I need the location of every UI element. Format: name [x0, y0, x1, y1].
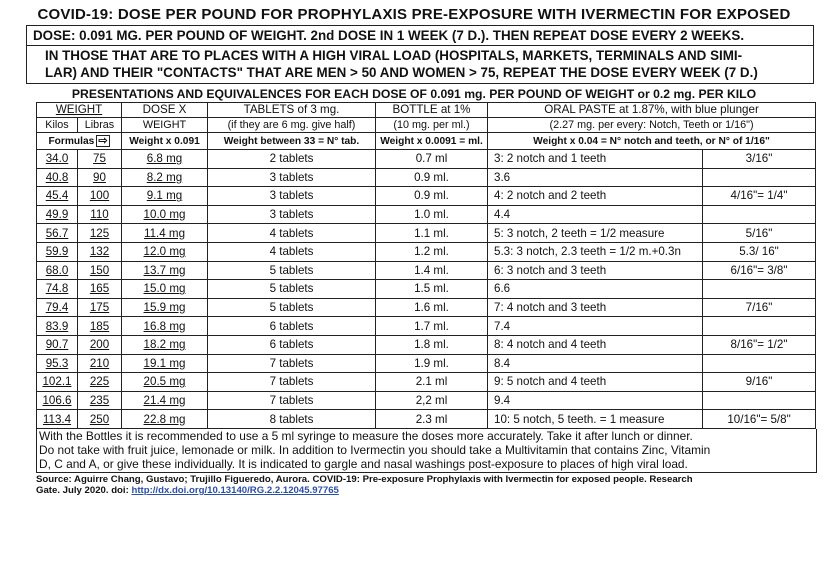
dose-cell: 19.1 mg [122, 354, 208, 373]
formulas-row [37, 133, 816, 150]
formula-bottle: Weight x 0.0091 = ml. [376, 133, 488, 150]
dosage-document [4, 2, 824, 567]
fraction-cell: 3/16" [703, 150, 816, 169]
dose-cell: 20.5 mg [122, 373, 208, 392]
fraction-cell [703, 354, 816, 373]
dosage-table [36, 102, 816, 429]
paste-header: ORAL PASTE at 1.87%, with blue plunger [488, 103, 816, 118]
paste-subheader: (2.27 mg. per every: Notch, Teeth or 1/16") [488, 118, 816, 133]
formula-dose: Weight x 0.091 [122, 133, 208, 150]
table-row [37, 298, 816, 317]
table-header-row [37, 103, 816, 118]
document-title: COVID-19: DOSE PER POUND FOR PROPHYLAXIS PRE-EXPOSURE WITH IVERMECTIN FOR EXPOSED [37, 6, 791, 23]
table-row [37, 261, 816, 280]
tablets-cell: 6 tablets [208, 335, 376, 354]
tablets-cell: 8 tablets [208, 410, 376, 429]
kilos-cell: 56.7 [37, 224, 78, 243]
table-row [37, 317, 816, 336]
fraction-cell: 10/16"= 5/8" [703, 410, 816, 429]
bottle-cell: 0.9 ml. [376, 187, 488, 206]
libras-cell: 185 [78, 317, 122, 336]
footer-line-2: Do not take with fruit juice, lemonade or milk. In addition to Ivermectin you should take a Multivitamin that contains Zinc, Vitamin [39, 443, 711, 458]
paste-cell: 3.6 [488, 168, 703, 187]
paste-cell: 7.4 [488, 317, 703, 336]
table-row [37, 410, 816, 429]
libras-cell: 200 [78, 335, 122, 354]
doi-link[interactable]: http://dx.doi.org/10.13140/RG.2.2.12045.97765 [131, 485, 339, 497]
kilos-cell: 102.1 [37, 373, 78, 392]
paste-cell: 6.6 [488, 280, 703, 299]
paste-cell: 9.4 [488, 391, 703, 410]
kilos-cell: 83.9 [37, 317, 78, 336]
bottle-cell: 2.3 ml [376, 410, 488, 429]
libras-cell: 210 [78, 354, 122, 373]
bottle-cell: 1.6 ml. [376, 298, 488, 317]
kilos-cell: 95.3 [37, 354, 78, 373]
paste-cell: 3: 2 notch and 1 teeth [488, 150, 703, 169]
footer-line-1: With the Bottles it is recommended to use a 5 ml syringe to measure the doses more accurately. Take it after lunch or dinner. [39, 428, 693, 443]
tablets-cell: 3 tablets [208, 205, 376, 224]
libras-cell: 150 [78, 261, 122, 280]
dose-cell: 6.8 mg [122, 150, 208, 169]
dose-cell: 22.8 mg [122, 410, 208, 429]
bottle-cell: 0.9 ml. [376, 168, 488, 187]
paste-cell: 4: 2 notch and 2 teeth [488, 187, 703, 206]
dose-line: DOSE: 0.091 MG. PER POUND OF WEIGHT. 2nd DOSE IN 1 WEEK (7 D.). THEN REPEAT DOSE EVERY 2 WEEKS. [27, 26, 813, 46]
bottle-cell: 1.7 ml. [376, 317, 488, 336]
dose-instructions-box [26, 25, 814, 84]
table-subheader-row [37, 118, 816, 133]
footer-notes [36, 429, 817, 473]
bottle-cell: 2.1 ml [376, 373, 488, 392]
kilos-cell: 34.0 [37, 150, 78, 169]
libras-cell: 132 [78, 242, 122, 261]
source-line-2: Gate. July 2020. doi: http://dx.doi.org/10.13140/RG.2.2.12045.97765 [36, 485, 339, 497]
fraction-cell: 5.3/ 16" [703, 242, 816, 261]
warning-line-1: IN THOSE THAT ARE TO PLACES WITH A HIGH VIRAL LOAD (HOSPITALS, MARKETS, TERMINALS AND SIMI- [45, 48, 743, 63]
kilos-cell: 59.9 [37, 242, 78, 261]
kilos-cell: 74.8 [37, 280, 78, 299]
table-row [37, 187, 816, 206]
arrow-right-icon: ⇨ [98, 135, 108, 147]
fraction-cell [703, 168, 816, 187]
fraction-cell [703, 391, 816, 410]
formula-paste: Weight x 0.04 = N° notch and teeth, or N° of 1/16" [488, 133, 816, 150]
paste-cell: 8: 4 notch and 4 teeth [488, 335, 703, 354]
dose-cell: 16.8 mg [122, 317, 208, 336]
kilos-cell: 45.4 [37, 187, 78, 206]
tablets-header: TABLETS of 3 mg. [208, 103, 376, 118]
kilos-cell: 106.6 [37, 391, 78, 410]
bottle-cell: 1.9 ml. [376, 354, 488, 373]
tablets-cell: 5 tablets [208, 298, 376, 317]
bottle-cell: 1.5 ml. [376, 280, 488, 299]
libras-cell: 250 [78, 410, 122, 429]
dose-cell: 11.4 mg [122, 224, 208, 243]
dose-cell: 21.4 mg [122, 391, 208, 410]
bottle-cell: 0.7 ml [376, 150, 488, 169]
kilos-cell: 79.4 [37, 298, 78, 317]
kilos-cell: 68.0 [37, 261, 78, 280]
libras-cell: 75 [78, 150, 122, 169]
weight-header: WEIGHT [37, 103, 122, 118]
libras-cell: 100 [78, 187, 122, 206]
libras-cell: 235 [78, 391, 122, 410]
table-row [37, 335, 816, 354]
dose-cell: 13.7 mg [122, 261, 208, 280]
libras-cell: 165 [78, 280, 122, 299]
table-row [37, 224, 816, 243]
table-row [37, 242, 816, 261]
paste-cell: 5.3: 3 notch, 2.3 teeth = 1/2 m.+0.3n [488, 242, 703, 261]
kilos-cell: 90.7 [37, 335, 78, 354]
tablets-cell: 7 tablets [208, 391, 376, 410]
warning-text [27, 46, 813, 83]
table-row [37, 150, 816, 169]
fraction-cell: 9/16" [703, 373, 816, 392]
tablets-cell: 3 tablets [208, 187, 376, 206]
bottle-cell: 1.8 ml. [376, 335, 488, 354]
paste-cell: 8.4 [488, 354, 703, 373]
libras-cell: 175 [78, 298, 122, 317]
fraction-cell: 7/16" [703, 298, 816, 317]
bottle-subheader: (10 mg. per ml.) [376, 118, 488, 133]
dose-cell: 8.2 mg [122, 168, 208, 187]
libras-cell: 125 [78, 224, 122, 243]
fraction-cell: 8/16"= 1/2" [703, 335, 816, 354]
table-row [37, 354, 816, 373]
fraction-cell [703, 317, 816, 336]
bottle-header: BOTTLE at 1% [376, 103, 488, 118]
dose-cell: 12.0 mg [122, 242, 208, 261]
tablets-cell: 7 tablets [208, 373, 376, 392]
fraction-cell: 4/16"= 1/4" [703, 187, 816, 206]
dose-cell: 10.0 mg [122, 205, 208, 224]
table-row [37, 373, 816, 392]
tablets-cell: 6 tablets [208, 317, 376, 336]
paste-cell: 9: 5 notch and 4 teeth [488, 373, 703, 392]
tablets-cell: 7 tablets [208, 354, 376, 373]
bottle-cell: 1.4 ml. [376, 261, 488, 280]
tablets-cell: 4 tablets [208, 224, 376, 243]
tablets-cell: 5 tablets [208, 280, 376, 299]
dose-cell: 15.9 mg [122, 298, 208, 317]
bottle-cell: 2,2 ml [376, 391, 488, 410]
fraction-cell [703, 205, 816, 224]
presentations-heading: PRESENTATIONS AND EQUIVALENCES FOR EACH DOSE OF 0.091 mg. PER POUND OF WEIGHT or 0.2 mg. PER KILO [71, 87, 757, 101]
dose-cell: 18.2 mg [122, 335, 208, 354]
tablets-cell: 3 tablets [208, 168, 376, 187]
tablets-cell: 2 tablets [208, 150, 376, 169]
bottle-cell: 1.2 ml. [376, 242, 488, 261]
bottle-cell: 1.1 ml. [376, 224, 488, 243]
paste-cell: 5: 3 notch, 2 teeth = 1/2 measure [488, 224, 703, 243]
tablets-subheader: (if they are 6 mg. give half) [208, 118, 376, 133]
dose-cell: 15.0 mg [122, 280, 208, 299]
table-row [37, 168, 816, 187]
kilos-cell: 49.9 [37, 205, 78, 224]
dose-subheader: WEIGHT [122, 118, 208, 133]
dose-cell: 9.1 mg [122, 187, 208, 206]
table-row [37, 391, 816, 410]
kilos-cell: 113.4 [37, 410, 78, 429]
dose-header: DOSE X [122, 103, 208, 118]
libras-header: Libras [78, 118, 122, 133]
paste-cell: 6: 3 notch and 3 teeth [488, 261, 703, 280]
footer-line-3: D, C and A, or give these individually. It is indicated to gargle and nasal washings post-exposure to places of high viral load. [39, 457, 688, 472]
tablets-cell: 4 tablets [208, 242, 376, 261]
warning-line-2: LAR) AND THEIR "CONTACTS" THAT ARE MEN > 50 AND WOMEN > 75, REPEAT THE DOSE EVERY WEEK (7 D.) [45, 65, 758, 80]
libras-cell: 90 [78, 168, 122, 187]
tablets-cell: 5 tablets [208, 261, 376, 280]
bottle-cell: 1.0 ml. [376, 205, 488, 224]
fraction-cell: 5/16" [703, 224, 816, 243]
kilos-header: Kilos [37, 118, 78, 133]
formula-tablets: Weight between 33 = N° tab. [208, 133, 376, 150]
fraction-cell [703, 280, 816, 299]
fraction-cell: 6/16"= 3/8" [703, 261, 816, 280]
source-citation [36, 474, 824, 497]
paste-cell: 4.4 [488, 205, 703, 224]
libras-cell: 110 [78, 205, 122, 224]
formulas-label: Formulas ⇨ [37, 133, 122, 150]
paste-cell: 7: 4 notch and 3 teeth [488, 298, 703, 317]
source-line-1: Source: Aguirre Chang, Gustavo; Trujillo Figueredo, Aurora. COVID-19: Pre-exposure Prophylaxis with Ivermectin for exposed people. Research [36, 473, 693, 485]
table-row [37, 205, 816, 224]
libras-cell: 225 [78, 373, 122, 392]
paste-cell: 10: 5 notch, 5 teeth. = 1 measure [488, 410, 703, 429]
kilos-cell: 40.8 [37, 168, 78, 187]
table-row [37, 280, 816, 299]
